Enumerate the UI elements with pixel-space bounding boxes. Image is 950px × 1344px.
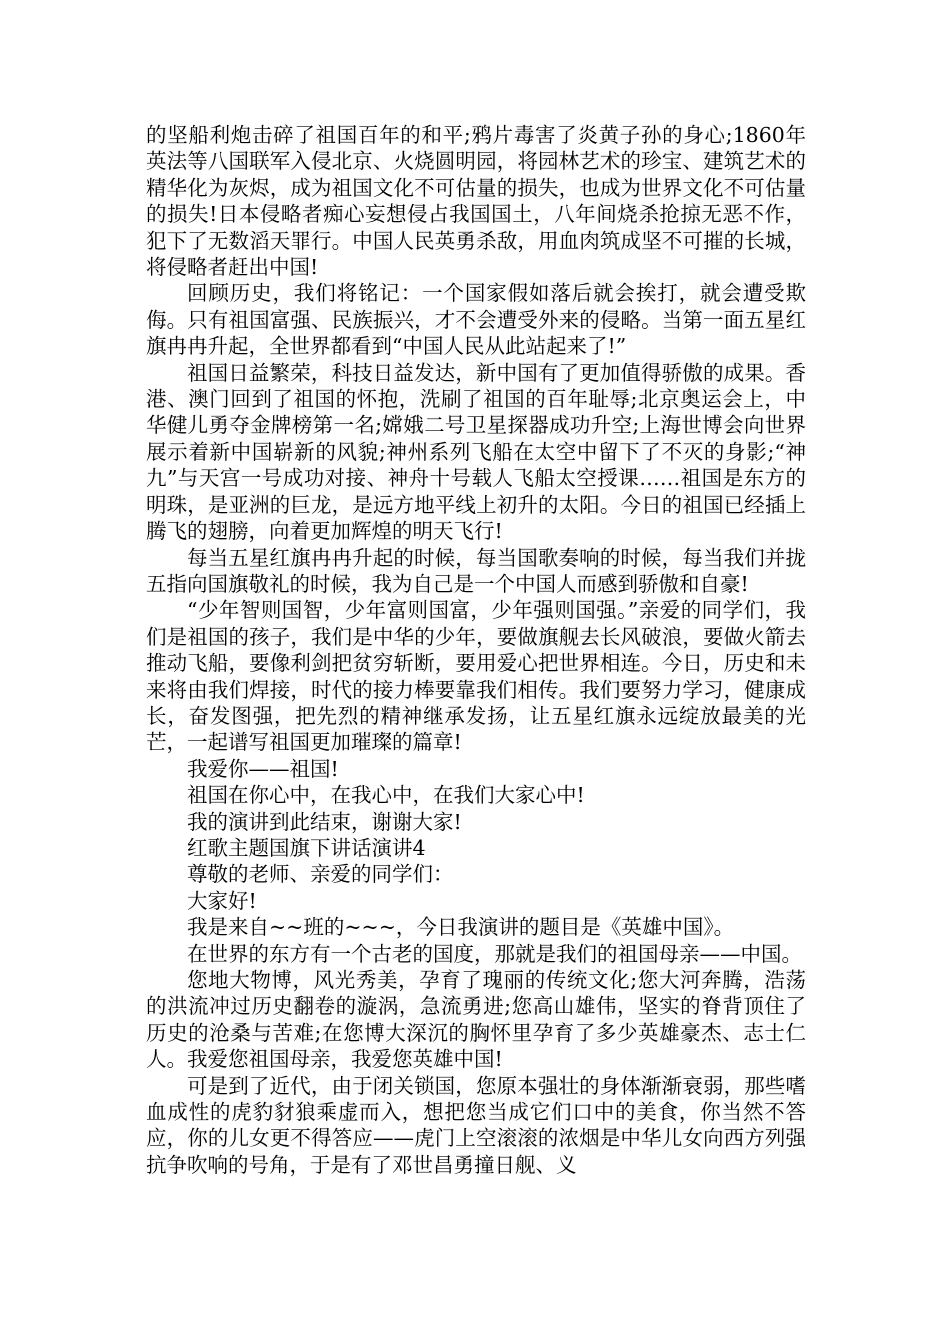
- paragraph-vast-land: 您地大物博，风光秀美，孕育了瑰丽的传统文化;您大河奔腾，浩荡的洪流冲过历史翻卷的漩涡，急流勇进;您高山雄伟，坚实的脊背顶住了历史的沧桑与苦难;在您博大深沉的胸怀里孕育了多少英雄豪杰、志士仁人。我爱您祖国母亲，我爱您英雄中国!: [146, 968, 806, 1072]
- section-heading: 红歌主题国旗下讲话演讲4: [187, 835, 426, 860]
- document-body: [146, 122, 806, 1178]
- paragraph-ancient-nation: 在世界的东方有一个古老的国度，那就是我们的祖国母亲——中国。: [187, 941, 802, 966]
- paragraph-speech-end: 我的演讲到此结束，谢谢大家!: [187, 809, 462, 834]
- paragraph-salutation: 尊敬的老师、亲爱的同学们：: [187, 862, 454, 887]
- paragraph-prosperity: 祖国日益繁荣，科技日益发达，新中国有了更加值得骄傲的成果。香港、澳门回到了祖国的怀抱，洗刷了祖国的百年耻辱;北京奥运会上，中华健儿勇夺金牌榜第一名;嫦娥二号卫星探器成功升空;上海世博会向世界展示着新中国崭新的风貌;神州系列飞船在太空中留下了不灭的身影;“神九”与天宫一号成功对接、神舟十号载人飞船太空授课……祖国是东方的明珠，是亚洲的巨龙，是远方地平线上初升的太阳。今日的祖国已经插上腾飞的翅膀，向着更加辉煌的明天飞行!: [146, 360, 806, 544]
- paragraph-history-continuation: 的坚船利炮击碎了祖国百年的和平;鸦片毒害了炎黄子孙的身心;1860年英法等八国联军入侵北京、火烧圆明园，将园林艺术的珍宝、建筑艺术的精华化为灰烬，成为祖国文化不可估量的损失，也成为世界文化不可估量的损失!日本侵略者痴心妄想侵占我国国土，八年间烧杀抢掠无恶不作，犯下了无数滔天罪行。中国人民英勇杀敌，用血肉筑成坚不可摧的长城，将侵略者赶出中国!: [146, 123, 806, 280]
- paragraph-modern-times: 可是到了近代，由于闭关锁国，您原本强壮的身体渐渐衰弱，那些嗜血成性的虎豹豺狼乘虚而入，想把您当成它们口中的美食，你当然不答应，你的儿女更不得答应——虎门上空滚滚的浓烟是中华儿女向西方列强抗争吹响的号角，于是有了邓世昌勇撞日舰、义: [146, 1073, 806, 1177]
- paragraph-flag-pride: 每当五星红旗冉冉升起的时候，每当国歌奏响的时候，每当我们并拢五指向国旗敬礼的时候，我为自己是一个中国人而感到骄傲和自豪!: [146, 545, 806, 596]
- paragraph-love-motherland: 我爱你——祖国!: [187, 756, 339, 781]
- paragraph-youth: “少年智则国智，少年富则国富，少年强则国强。”亲爱的同学们，我们是祖国的孩子，我们是中华的少年，要做旗舰去长风破浪，要做火箭去推动飞船，要像利剑把贫穷斩断，要用爱心把世界相连。今日，历史和未来将由我们焊接，时代的接力棒要靠我们相传。我们要努力学习，健康成长，奋发图强，把先烈的精神继承发扬，让五星红旗永远绽放最美的光芒，一起谱写祖国更加璀璨的篇章!: [146, 598, 806, 755]
- paragraph-greeting: 大家好!: [187, 888, 257, 913]
- paragraph-introduction: 我是来自~~班的~~~，今日我演讲的题目是《英雄中国》。: [187, 915, 735, 940]
- paragraph-review-history: 回顾历史，我们将铭记：一个国家假如落后就会挨打，就会遭受欺侮。只有祖国富强、民族振兴，才不会遭受外来的侵略。当第一面五星红旗冉冉升起，全世界都看到“中国人民从此站起来了!”: [146, 281, 806, 359]
- paragraph-in-our-hearts: 祖国在你心中，在我心中，在我们大家心中!: [187, 783, 585, 808]
